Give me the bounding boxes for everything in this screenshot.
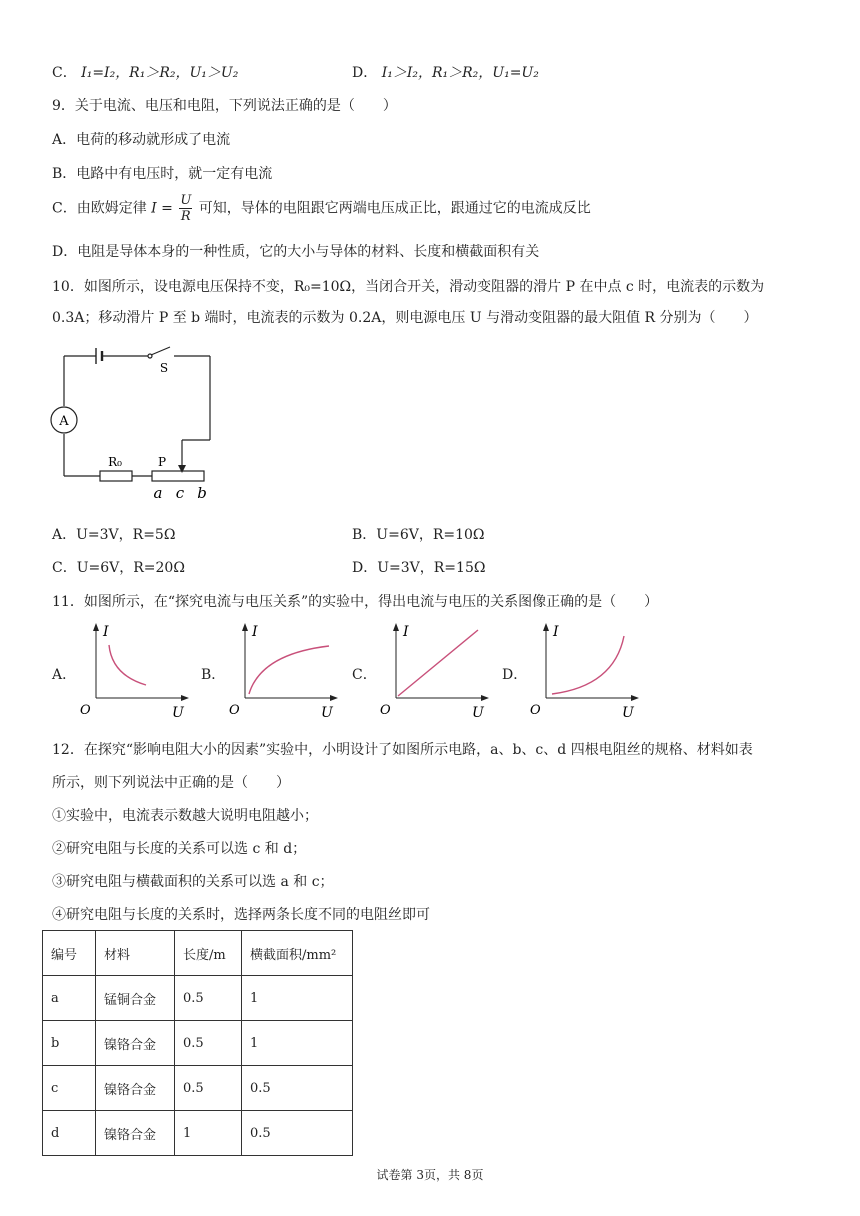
table-cell: b	[43, 1021, 96, 1066]
q12-statement-3: ③研究电阻与横截面积的关系可以选 a 和 c；	[52, 874, 334, 890]
iu-graph	[72, 620, 202, 720]
y-axis-arrow	[93, 623, 99, 631]
x-axis-arrow	[631, 695, 639, 701]
iu-graph	[522, 620, 652, 720]
svg-text:b: b	[197, 484, 207, 502]
table-cell: 0.5	[242, 1111, 353, 1156]
y-axis-arrow	[393, 623, 399, 631]
table-cell: 锰铜合金	[96, 976, 175, 1021]
table-cell: 0.5	[242, 1066, 353, 1111]
svg-text:a: a	[153, 484, 163, 502]
circuit-diagram	[40, 340, 240, 505]
q10-option-a: A．U=3V，R=5Ω	[52, 527, 176, 543]
q10-stem-line1: 10．如图所示，设电源电压保持不变，R₀=10Ω，当闭合开关，滑动变阻器的滑片 P 在中点 c 时，电流表的示数为	[52, 279, 765, 295]
table-row	[43, 1021, 353, 1066]
table-cell: a	[43, 976, 96, 1021]
table-header-row	[43, 931, 353, 976]
q11-option-label: B．	[201, 667, 226, 683]
origin-label: O	[380, 703, 391, 718]
table-cell: 镍铬合金	[96, 1066, 175, 1111]
q11-option-label: C．	[352, 667, 377, 683]
svg-text:R₀: R₀	[108, 455, 122, 469]
y-axis-label: I	[252, 624, 258, 640]
y-axis-arrow	[543, 623, 549, 631]
x-axis-label: U	[622, 705, 634, 720]
iu-curve	[249, 646, 329, 694]
table-header-cell: 长度/m	[175, 931, 242, 976]
q12-stem-line1: 12．在探究“影响电阻大小的因素”实验中，小明设计了如图所示电路，a、b、c、d 四根电阻丝的规格、材料如表	[52, 742, 753, 758]
x-axis-arrow	[330, 695, 338, 701]
table-cell: c	[43, 1066, 96, 1111]
resistance-wire-table	[42, 930, 353, 1156]
x-axis-arrow	[481, 695, 489, 701]
table-cell: 1	[242, 976, 353, 1021]
table-cell: 0.5	[175, 1066, 242, 1111]
origin-label: O	[80, 703, 91, 718]
table-row	[43, 976, 353, 1021]
q11-option-label: D．	[502, 667, 528, 683]
q11-option-label: A．	[52, 667, 77, 683]
svg-text:A: A	[59, 414, 69, 429]
table-cell: 0.5	[175, 976, 242, 1021]
q9-option-d: D．电阻是导体本身的一种性质，它的大小与导体的材料、长度和横截面积有关	[52, 244, 540, 260]
y-axis-label: I	[403, 624, 409, 640]
q9-option-c: C．由欧姆定律 I = $\frac{U}{R}$ 可知，导体的电阻跟它两端电压成正比，跟通过它的电流成反比	[52, 193, 591, 224]
svg-text:c: c	[175, 484, 185, 502]
q10-option-b: B．U=6V，R=10Ω	[352, 527, 485, 543]
x-axis-arrow	[181, 695, 189, 701]
origin-label: O	[229, 703, 240, 718]
q9-option-b: B．电路中有电压时，就一定有电流	[52, 166, 273, 182]
table-row	[43, 1066, 353, 1111]
svg-text:S: S	[159, 361, 169, 375]
iu-curve	[398, 630, 478, 696]
table-cell: 镍铬合金	[96, 1111, 175, 1156]
iu-graph	[372, 620, 502, 720]
y-axis-label: I	[553, 624, 559, 640]
table-cell: d	[43, 1111, 96, 1156]
table-row	[43, 1111, 353, 1156]
iu-curve	[109, 645, 146, 685]
table-header-cell: 编号	[43, 931, 96, 976]
q9-stem: 9．关于电流、电压和电阻，下列说法正确的是（ ）	[52, 98, 397, 114]
page-footer: 试卷第 3页，共 8页	[376, 1168, 484, 1182]
svg-text:P: P	[157, 455, 167, 469]
iu-curve	[552, 636, 624, 694]
q10-option-c: C．U=6V，R=20Ω	[52, 560, 185, 576]
q8-option-d: D． I₁＞I₂，R₁＞R₂，U₁=U₂	[352, 65, 539, 81]
q10-option-d: D．U=3V，R=15Ω	[352, 560, 486, 576]
q8-option-c: C． I₁=I₂，R₁＞R₂，U₁＞U₂	[52, 65, 239, 81]
q12-statement-2: ②研究电阻与长度的关系可以选 c 和 d；	[52, 841, 307, 857]
table-header-cell: 材料	[96, 931, 175, 976]
q11-stem: 11．如图所示，在“探究电流与电压关系”的实验中，得出电流与电压的关系图像正确的是（ ）	[52, 594, 659, 610]
y-axis-label: I	[103, 624, 109, 640]
table-cell: 1	[175, 1111, 242, 1156]
origin-label: O	[530, 703, 541, 718]
q12-statement-4: ④研究电阻与长度的关系时，选择两条长度不同的电阻丝即可	[52, 907, 430, 923]
table-header-cell: 横截面积/mm²	[242, 931, 353, 976]
table-cell: 0.5	[175, 1021, 242, 1066]
slider-arrow	[178, 465, 186, 473]
q10-stem-line2: 0.3A；移动滑片 P 至 b 端时，电流表的示数为 0.2A，则电源电压 U 与滑动变阻器的最大阻值 R 分别为（ ）	[52, 310, 758, 326]
x-axis-label: U	[172, 705, 184, 720]
table-cell: 镍铬合金	[96, 1021, 175, 1066]
table-cell: 1	[242, 1021, 353, 1066]
q9-option-a: A．电荷的移动就形成了电流	[52, 132, 231, 148]
q12-stem-line2: 所示，则下列说法中正确的是（ ）	[52, 775, 290, 791]
ohm-law-fraction: $\frac{U}{R}$	[180, 193, 192, 224]
iu-graph	[221, 620, 351, 720]
y-axis-arrow	[242, 623, 248, 631]
x-axis-label: U	[472, 705, 484, 720]
x-axis-label: U	[321, 705, 333, 720]
q12-statement-1: ①实验中，电流表示数越大说明电阻越小；	[52, 808, 318, 824]
